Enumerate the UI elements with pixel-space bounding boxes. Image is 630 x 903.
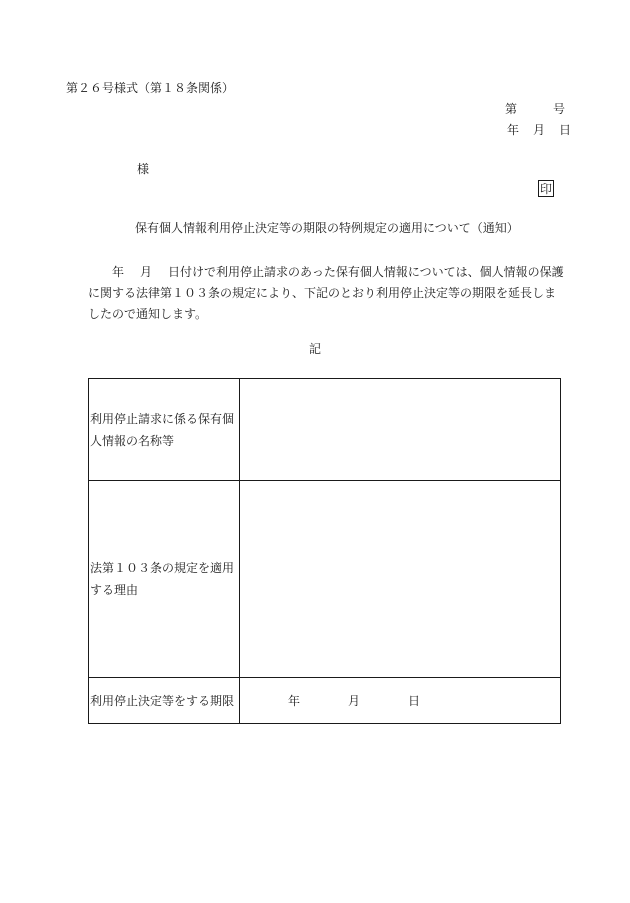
seal-mark: 印 [540, 182, 553, 196]
body-sentence: 日付けで利用停止請求のあった保有個人情報については、個人情報の保護に関する法律第１０３条の規定により、下記のとおり利用停止決定等の期限を延長しましたので通知します。 [88, 265, 564, 321]
form-number: 第２６号様式（第１８条関係） [66, 81, 235, 95]
row-value-target-info [240, 379, 561, 481]
document-title: 保有個人情報利用停止決定等の期限の特例規定の適用について（通知） [135, 221, 519, 235]
deadline-day: 日 [408, 694, 421, 708]
table-row [89, 379, 561, 481]
row-value-deadline [240, 678, 561, 724]
doc-date-month: 月 [533, 123, 546, 137]
ref-number-prefix: 第 [505, 102, 518, 116]
body-month-label: 月 [140, 265, 153, 279]
row-label-target-info: 利用停止請求に係る保有個人情報の名称等 [89, 379, 240, 481]
ki-heading: 記 [309, 342, 322, 356]
document-date [507, 124, 571, 136]
table-row [89, 481, 561, 678]
deadline-date [240, 692, 560, 709]
ref-number-suffix: 号 [553, 102, 566, 116]
deadline-year: 年 [288, 694, 301, 708]
row-label-reason: 法第１０３条の規定を適用する理由 [89, 481, 240, 678]
body-year-label: 年 [112, 265, 125, 279]
reference-number [505, 103, 565, 115]
deadline-month: 月 [348, 694, 361, 708]
doc-date-day: 日 [559, 123, 572, 137]
recipient-honorific: 様 [137, 162, 150, 176]
details-table [88, 378, 561, 724]
table-row [89, 678, 561, 724]
body-paragraph [88, 262, 566, 325]
row-value-reason [240, 481, 561, 678]
doc-date-year: 年 [507, 123, 520, 137]
row-label-deadline: 利用停止決定等をする期限 [89, 678, 240, 724]
